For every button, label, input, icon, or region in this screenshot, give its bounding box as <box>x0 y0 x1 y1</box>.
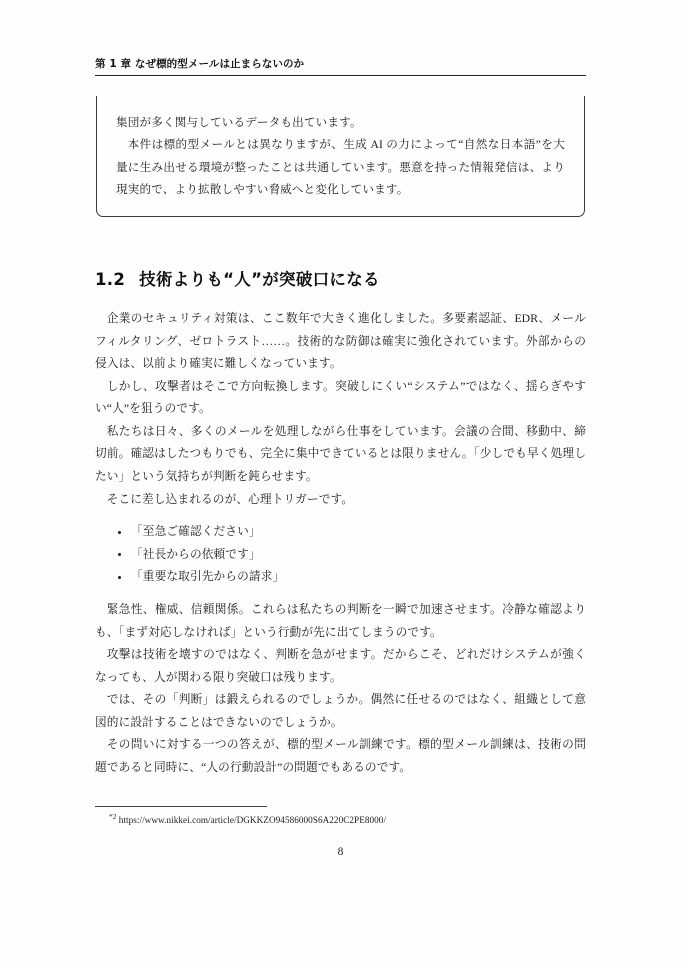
footnote-url[interactable]: https://www.nikkei.com/article/DGKKZO94586000S6A220C2PE8000/ <box>118 815 387 826</box>
body-paragraph: 緊急性、権威、信頼関係。これらは私たちの判断を一瞬で加速させます。冷静な確認よりも、「まず対応しなければ」という行動が先に出てしまうのです。 <box>95 602 586 639</box>
page-number: 8 <box>337 846 344 858</box>
body-paragraph: 私たちは日々、多くのメールを処理しながら仕事をしています。会議の合間、移動中、締切前。確認はしたつもりでも、完全に集中できているとは限りません。「少しでも早く処理したい」という気持ちが判断を鈍らせます。 <box>95 424 586 484</box>
footnote-area <box>95 806 586 825</box>
body-paragraph: そこに差し込まれるのが、心理トリガーです。 <box>106 492 354 506</box>
list-item: 「社長からの依頼です」 <box>95 544 586 567</box>
quote-line-1: 集団が多く関与しているデータも出ています。 <box>116 116 362 129</box>
footnote-divider <box>95 806 267 807</box>
psychological-trigger-list <box>95 521 586 589</box>
section-title: 技術よりも“人”が突破口になる <box>139 270 380 289</box>
footnote-marker: *2 <box>109 812 117 821</box>
quote-callout-box <box>96 96 585 217</box>
list-item: 「至急ご確認ください」 <box>95 521 586 544</box>
body-paragraph: では、その「判断」は鍛えられるのでしょうか。偶然に任せるのではなく、組織として意図的に設計することはできないのでしょうか。 <box>95 693 586 729</box>
section-heading <box>95 266 380 290</box>
chapter-header-title: 第 1 章 なぜ標的型メールは止まらないのか <box>95 58 305 70</box>
body-paragraph: その問いに対する一つの答えが、標的型メール訓練です。標的型メール訓練は、技術の問題であると同時に、“人の行動設計”の問題でもあるのです。 <box>95 738 586 774</box>
footnote-entry <box>95 812 586 825</box>
body-column <box>95 308 586 780</box>
body-paragraph: しかし、攻撃者はそこで方向転換します。突破しにくい“システム”ではなく、揺らぎやすい“人”を狙うのです。 <box>95 379 586 416</box>
quote-line-2: 本件は標的型メールとは異なりますが、生成 AI の力によって“自然な日本語”を大量に生み出せる環境が整ったことは共通しています。悪意を持った情報発信は、より現実的で、より拡散しやすい脅威へと変化しています。 <box>116 138 565 196</box>
body-paragraph: 企業のセキュリティ対策は、ここ数年で大きく進化しました。多要素認証、EDR、メールフィルタリング、ゼロトラスト……。技術的な防御は確実に強化されています。外部からの侵入は、以前より確実に難しくなっています。 <box>95 312 586 371</box>
running-header <box>95 56 586 76</box>
header-divider <box>95 75 586 76</box>
list-item: 「重要な取引先からの請求」 <box>95 566 586 589</box>
body-paragraph: 攻撃は技術を壊すのではなく、判断を急がせます。だからこそ、どれだけシステムが強くなっても、人が関わる限り突破口は残ります。 <box>95 648 586 684</box>
section-number: 1.2 <box>95 270 126 289</box>
